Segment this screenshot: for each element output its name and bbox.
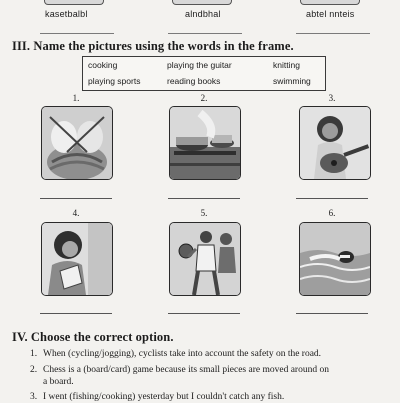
top-picture-frame-3 [300,0,360,5]
frame-word-cooking: cooking [88,60,118,70]
answer-line-6[interactable] [296,313,368,314]
answer-line-3[interactable] [296,198,368,199]
answer-line-1[interactable] [40,198,112,199]
answer-line-2[interactable] [168,198,240,199]
question-2-text-line-2: a board. [43,377,74,387]
swimmer-in-pool-photo [299,222,371,296]
picture-number-5: 5. [200,208,208,218]
top-answer-line-3[interactable] [296,33,370,34]
top-scrambled-word-2: alndbhal [185,9,221,19]
question-2-text-line-1: Chess is a (board/card) game because its small pieces are moved around on [43,365,329,375]
top-picture-frame-2 [172,0,232,5]
frame-word-knitting: knitting [273,60,300,70]
frame-word-reading: reading books [167,76,221,86]
section-3-heading: III. Name the pictures using the words in the frame. [12,39,294,53]
picture-number-2: 2. [200,93,208,103]
question-3-number: 3. [30,392,38,402]
picture-number-3: 3. [328,93,336,103]
section-4-heading: IV. Choose the correct option. [12,330,174,344]
question-2-number: 2. [30,365,38,375]
top-picture-frame-1 [44,0,104,5]
top-scrambled-word-3: abtel nnteis [306,9,355,19]
answer-line-4[interactable] [40,313,112,314]
picture-number-1: 1. [72,93,80,103]
top-answer-line-1[interactable] [40,33,114,34]
woman-playing-guitar-photo [299,106,371,180]
frame-word-sports: playing sports [88,76,141,86]
frame-word-guitar: playing the guitar [167,60,232,70]
question-1-number: 1. [30,349,38,359]
question-2 [30,364,400,388]
knitting-hands-photo [41,106,113,180]
question-3 [30,391,398,403]
picture-number-6: 6. [328,208,336,218]
frame-word-swimming: swimming [273,76,311,86]
question-1 [30,348,398,360]
woman-reading-book-photo [41,222,113,296]
picture-number-4: 4. [72,208,80,218]
answer-line-5[interactable] [168,313,240,314]
top-answer-line-2[interactable] [168,33,242,34]
question-1-text: When (cycling/jogging), cyclists take into account the safety on the road. [43,349,322,359]
word-frame [82,56,326,91]
question-3-text: I went (fishing/cooking) yesterday but I couldn't catch any fish. [43,392,285,402]
cooking-on-stove-photo [169,106,241,180]
top-scrambled-word-1: kasetbalbl [45,9,88,19]
basketball-players-photo [169,222,241,296]
